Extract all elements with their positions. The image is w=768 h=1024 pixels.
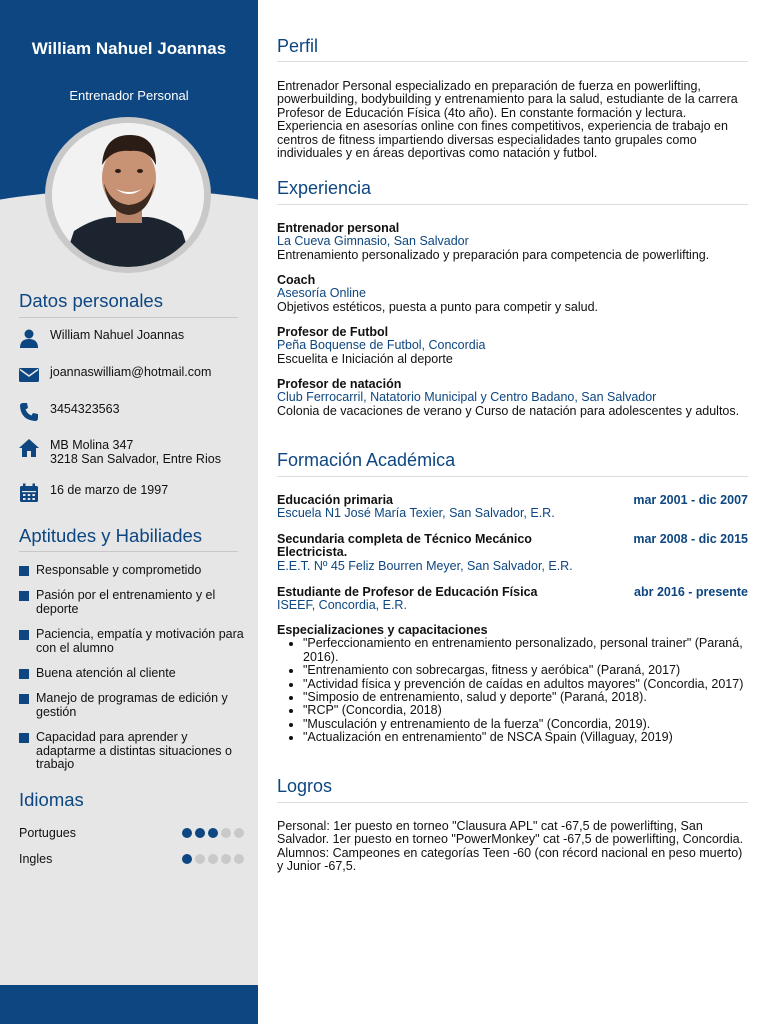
bullet-square-icon bbox=[19, 694, 29, 704]
personal-email-text[interactable]: joannaswilliam@hotmail.com bbox=[50, 365, 212, 379]
languages-heading: Idiomas bbox=[19, 789, 84, 810]
achievements-text bbox=[277, 820, 747, 874]
education-item bbox=[277, 533, 748, 573]
specializations bbox=[277, 624, 747, 745]
personal-data-heading: Datos personales bbox=[19, 290, 163, 311]
job-title: Profesor de natación bbox=[277, 377, 402, 391]
personal-birthdate-text: 16 de marzo de 1997 bbox=[50, 483, 169, 497]
list-item: • "Simposio de entrenamiento, salud y deporte" (Paraná, 2018). bbox=[303, 691, 747, 704]
job-place: La Cueva Gimnasio, San Salvador bbox=[277, 234, 469, 249]
education-date: abr 2016 - presente bbox=[634, 585, 748, 599]
job-description: Objetivos estéticos, puesta a punto para competir y salud. bbox=[277, 299, 599, 314]
level-dot-empty bbox=[195, 854, 205, 864]
job-description: Entrenamiento personalizado y preparación para competencia de powerlifting. bbox=[277, 247, 710, 262]
job-description: Colonia de vacaciones de verano y Curso de natación para adolescentes y adultos. bbox=[277, 403, 740, 418]
level-dot-empty bbox=[208, 854, 218, 864]
language-row-portugues bbox=[19, 826, 244, 840]
personal-phone-row[interactable] bbox=[19, 402, 249, 422]
skills-heading: Aptitudes y Habiliades bbox=[19, 525, 203, 546]
level-dot-empty bbox=[221, 854, 231, 864]
skill-item: Capacidad para aprender y adaptarme a distintas situaciones o trabajo bbox=[19, 731, 244, 772]
level-dot-empty bbox=[234, 828, 244, 838]
language-name: Portugues bbox=[19, 826, 76, 840]
profile-heading: Perfil bbox=[277, 36, 319, 56]
language-row-ingles bbox=[19, 852, 244, 866]
calendar-icon bbox=[19, 483, 39, 503]
achievements-heading: Logros bbox=[277, 776, 333, 796]
list-item: • "Entrenamiento con sobrecargas, fitness y aeróbica" (Paraná, 2017) bbox=[303, 664, 747, 677]
experience-heading: Experiencia bbox=[277, 178, 372, 198]
phone-icon bbox=[19, 402, 39, 422]
skill-item: Paciencia, empatía y motivación para con el alumno bbox=[19, 628, 244, 655]
level-dot-filled bbox=[182, 828, 192, 838]
bullet-square-icon bbox=[19, 591, 29, 601]
achievements-divider bbox=[277, 802, 748, 803]
job-title: Coach bbox=[277, 273, 316, 287]
list-item: • "Actualización en entrenamiento" de NSCA Spain (Villaguay, 2019) bbox=[303, 731, 747, 744]
bullet-square-icon bbox=[19, 733, 29, 743]
list-item: • "Actividad física y prevención de caídas en adultos mayores" (Concordia, 2017) bbox=[303, 678, 747, 691]
education-date: mar 2008 - dic 2015 bbox=[633, 532, 748, 546]
achievement-line: Personal: 1er puesto en torneo "Clausura APL" cat -67,5 de powerlifting, San Salvador. 1er puesto en torneo "PowerMonkey" cat -67,5 de powerlifting, Concordia. bbox=[277, 819, 744, 847]
profile-divider bbox=[277, 61, 748, 62]
profile-photo bbox=[52, 123, 204, 267]
sidebar-footer-background bbox=[0, 985, 258, 1024]
experience-item bbox=[277, 274, 747, 314]
personal-address-row bbox=[19, 438, 249, 466]
list-item: • "Perfeccionamiento en entrenamiento personalizado, personal trainer" (Paraná, 2016). bbox=[303, 637, 747, 664]
bullet-square-icon bbox=[19, 669, 29, 679]
personal-data-divider bbox=[19, 317, 238, 318]
address-line-2: 3218 San Salvador, Entre Rios bbox=[50, 452, 221, 466]
education-title: Secundaria completa de Técnico Mecánico Electricista. bbox=[277, 532, 532, 560]
skill-item: Pasión por el entrenamiento y el deporte bbox=[19, 589, 244, 616]
education-date: mar 2001 - dic 2007 bbox=[633, 493, 748, 507]
skill-item: Buena atención al cliente bbox=[19, 667, 244, 681]
achievement-line: Alumnos: Campeones en categorías Teen -60 (con récord nacional en peso muerto) y Junior -67,5. bbox=[277, 845, 743, 874]
language-level-dots bbox=[182, 854, 244, 864]
level-dot-filled bbox=[195, 828, 205, 838]
job-description: Escuelita e Iniciación al deporte bbox=[277, 351, 453, 366]
level-dot-filled bbox=[208, 828, 218, 838]
level-dot-filled bbox=[182, 854, 192, 864]
personal-address-text bbox=[50, 438, 221, 466]
education-heading: Formación Académica bbox=[277, 450, 456, 470]
candidate-role: Entrenador Personal bbox=[69, 88, 189, 103]
personal-name-row bbox=[19, 328, 249, 348]
job-place: Peña Boquense de Futbol, Concordia bbox=[277, 338, 486, 353]
list-item: • "RCP" (Concordia, 2018) bbox=[303, 704, 747, 717]
candidate-name: William Nahuel Joannas bbox=[31, 39, 227, 58]
level-dot-empty bbox=[221, 828, 231, 838]
education-place: E.E.T. Nº 45 Feliz Bourren Meyer, San Salvador, E.R. bbox=[277, 558, 573, 573]
job-title: Profesor de Futbol bbox=[277, 325, 389, 339]
education-item bbox=[277, 494, 748, 521]
education-title: Estudiante de Profesor de Educación Física bbox=[277, 585, 538, 599]
experience-item bbox=[277, 326, 747, 366]
specializations-title: Especializaciones y capacitaciones bbox=[277, 623, 488, 637]
language-name: Ingles bbox=[19, 852, 53, 866]
skills-divider bbox=[19, 551, 238, 552]
address-line-1: MB Molina 347 bbox=[50, 438, 134, 452]
job-place: Asesoría Online bbox=[277, 286, 366, 301]
experience-item bbox=[277, 378, 747, 418]
bullet-square-icon bbox=[19, 630, 29, 640]
education-place: Escuela N1 José María Texier, San Salvador, E.R. bbox=[277, 506, 555, 521]
list-item: • "Musculación y entrenamiento de la fuerza" (Concordia, 2019). bbox=[303, 718, 747, 731]
envelope-icon bbox=[19, 365, 39, 385]
personal-name-text: William Nahuel Joannas bbox=[50, 328, 185, 342]
job-place: Club Ferrocarril, Natatorio Municipal y Centro Badano, San Salvador bbox=[277, 390, 657, 405]
education-place: ISEEF, Concordia, E.R. bbox=[277, 598, 407, 613]
job-title: Entrenador personal bbox=[277, 221, 400, 235]
level-dot-empty bbox=[234, 854, 244, 864]
personal-email-row[interactable] bbox=[19, 365, 249, 385]
skill-item: Manejo de programas de edición y gestión bbox=[19, 692, 244, 719]
bullet-square-icon bbox=[19, 566, 29, 576]
specializations-list bbox=[277, 637, 747, 744]
experience-item bbox=[277, 222, 747, 262]
education-divider bbox=[277, 476, 748, 477]
experience-divider bbox=[277, 204, 748, 205]
home-icon bbox=[19, 438, 39, 458]
language-level-dots bbox=[182, 828, 244, 838]
person-icon bbox=[19, 328, 39, 348]
profile-text: Entrenador Personal especializado en preparación de fuerza en powerlifting, powerbuilding, bodybuilding y entrenamiento para la salud, estudiante de la carrera Profesor de Educación Física (4to año). En constante formación y lectura. Experiencia en asesorías online con fines competitivos, experiencia de trabajo en centros de fitness impartiendo diversas especialidades tanto grupales como individuales y en áreas deportivas como natación y futbol. bbox=[277, 79, 738, 161]
personal-phone-text[interactable]: 3454323563 bbox=[50, 402, 120, 416]
skill-item: Responsable y comprometido bbox=[19, 564, 244, 578]
education-title: Educación primaria bbox=[277, 493, 394, 507]
education-item bbox=[277, 586, 748, 613]
personal-birthdate-row bbox=[19, 483, 249, 503]
